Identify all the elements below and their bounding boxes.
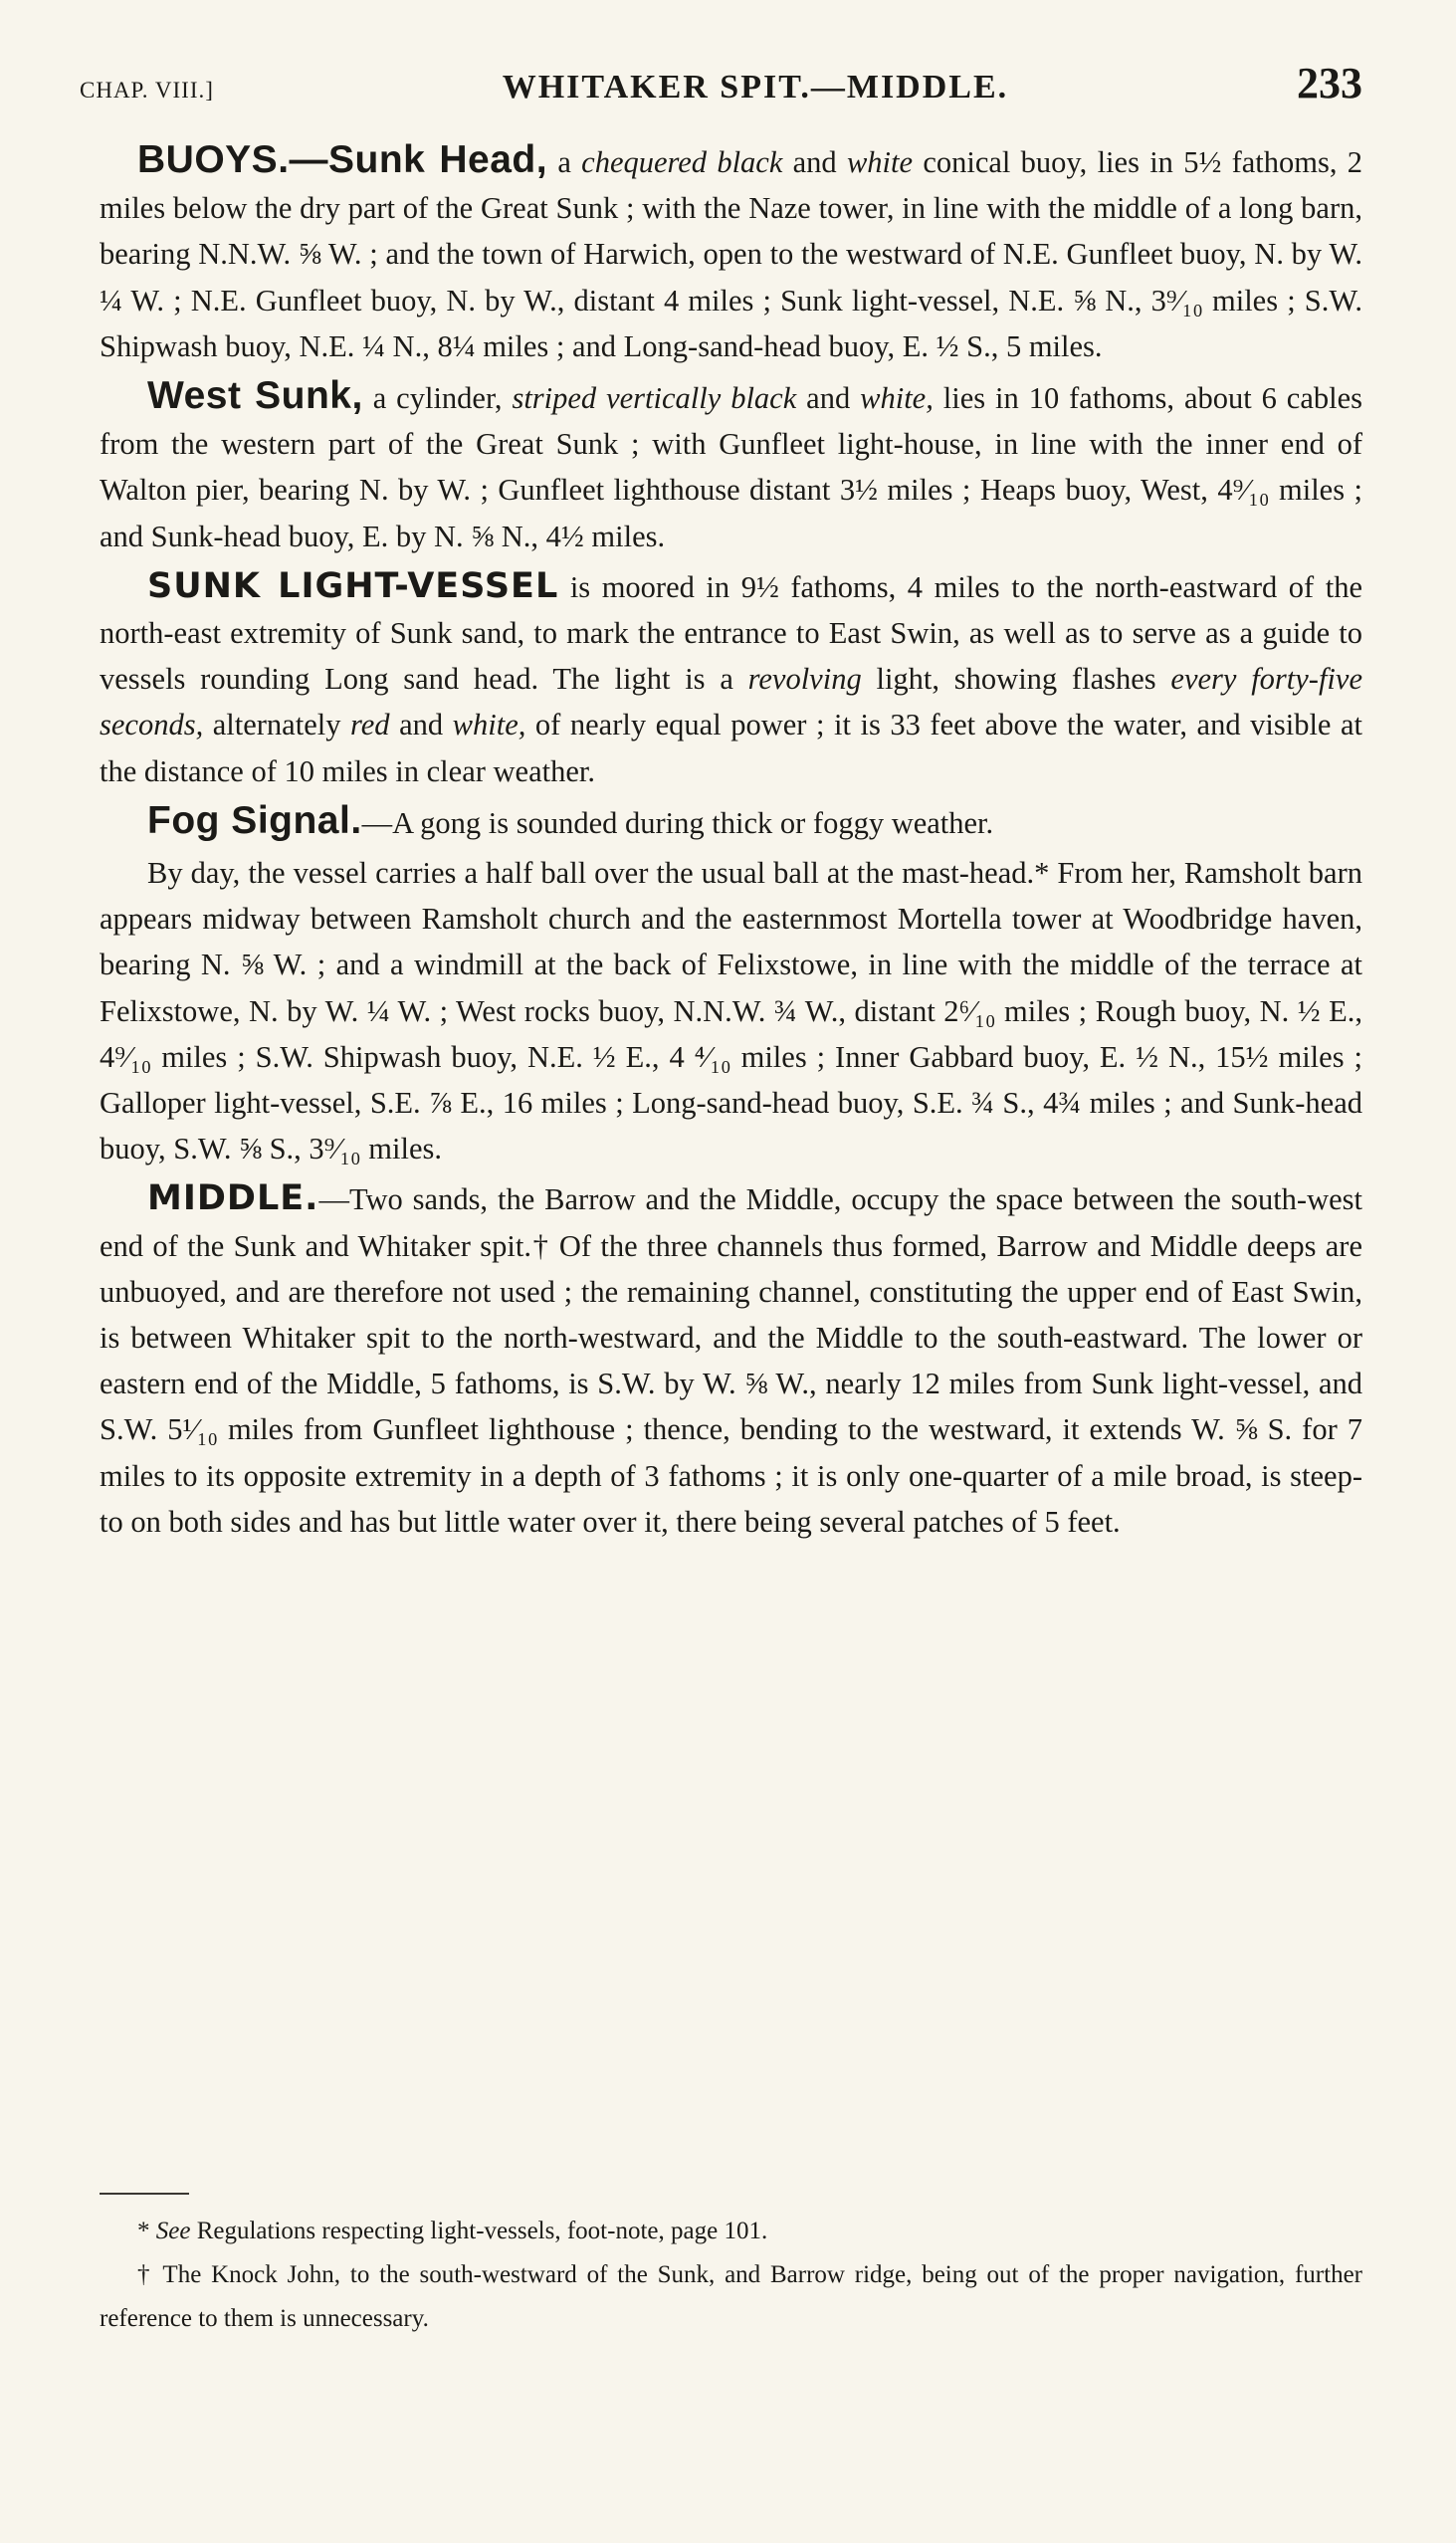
paragraph [100,1175,1362,1545]
text-span: a cylinder, [362,381,513,416]
paragraph [100,373,1362,559]
text-span: and [782,145,847,179]
text-span: —Two sands, the Barrow and the Middle, occupy the space between the south-west end of the Sunk and Whitaker spit.† Of the three channels thus formed, Barrow and Middle deeps are unbuoyed, and are therefore not used ; the remaining channel, constituting the upper end of East Swin, is between Whitaker spit to the north-westward, and the Middle to the south-eastward. The lower or eastern end of the Middle, 5 fathoms, is S.W. by W. ⅝ W., nearly 12 miles from Sunk light-vessel, and S.W. 5¹⁄₁₀ miles from Gunfleet lighthouse ; thence, bending to the westward, it extends W. ⅝ S. for 7 miles to its opposite extremity in a depth of 3 fathoms ; it is only one-quarter of a mile broad, is steep-to on both sides and has but little water over it, there being several patches of 5 feet. [100,1182,1362,1539]
section-heading: SUNK LIGHT-VESSEL [147,565,559,606]
text-span: is moored in 9½ fathoms, 4 miles to the north-eastward of the north-east extremity of Sunk sand, to mark the entrance to East Swin, as well as to serve as a guide to vessels rounding Long sand head. The light is a [100,569,1362,697]
text-span: of nearly equal power ; it is 33 feet above the water, and visible at the distance of 10 miles in clear weather. [100,708,1363,788]
text-span: —A gong is sounded during thick or foggy weather. [361,805,994,840]
text-span: lies in 10 fathoms, about 6 cables from the western part of the Great Sunk ; with Gunfleet light-house, in line with the inner end of Walton pier, bearing N. by W. ; Gunfleet lighthouse distant 3½ miles ; Heaps buoy, West, 4⁹⁄₁₀ miles ; and Sunk-head buoy, E. by N. ⅝ N., 4½ miles. [100,381,1363,553]
text-span: every forty-five seconds, [100,662,1362,742]
section-heading: BUOYS.—Sunk Head, [137,138,548,181]
text-span: conical buoy, lies in 5½ fathoms, 2 miles below the dry part of the Great Sunk ; with the Naze tower, in line with the middle of a long barn, bearing N.N.W. ⅝ W. ; and the town of Harwich, open to the westward of N.E. Gunfleet buoy, N. by W. ¼ W. ; N.E. Gunfleet buoy, N. by W., distant 4 miles ; Sunk light-vessel, N.E. ⅝ N., 3⁹⁄₁₀ miles ; S.W. Shipwash buoy, N.E. ¼ N., 8¼ miles ; and Long-sand-head buoy, E. ½ S., 5 miles. [100,145,1363,363]
chapter-label: CHAP. VIII.] [80,78,214,103]
text-span: chequered black [581,145,783,179]
text-span: striped vertically black [512,381,797,416]
text-span: white [846,145,914,179]
text-span: and [796,381,861,416]
main-text [100,137,1362,1549]
running-title: WHITAKER SPIT.—MIDDLE. [502,69,1009,106]
text-span: alternately [203,708,350,742]
text-span: a [547,145,582,179]
text-span: † The Knock John, to the south-westward of the Sunk, and Barrow ridge, being out of the proper navigation, further reference to them is unnecessary. [100,2261,1362,2332]
running-header [80,58,1362,117]
text-span: See [155,2218,191,2244]
section-heading: MIDDLE. [147,1178,319,1219]
text-span: and [389,708,453,742]
paragraph [100,137,1362,369]
section-heading: West Sunk, [147,374,363,418]
footnote [100,2210,1362,2253]
paragraph [100,850,1362,1171]
footnote [100,2253,1362,2341]
text-span: revolving [747,662,862,697]
text-span: white, [452,708,526,742]
text-span: * [137,2218,156,2244]
paragraph [100,563,1362,794]
text-span: light, showing flashes [861,662,1171,697]
footnotes [100,2210,1362,2341]
page-number: 233 [1297,59,1362,107]
text-span: Regulations respecting light-vessels, foot-note, page 101. [190,2218,768,2244]
section-heading: Fog Signal. [147,798,362,842]
paragraph [100,798,1362,846]
text-span: red [350,708,390,742]
text-span: By day, the vessel carries a half ball over the usual ball at the mast-head.* From her, Ramsholt barn appears midway between Ramsholt church and the easternmost Mortella tower at Woodbridge haven, bearing N. ⅝ W. ; and a windmill at the back of Felixstowe, in line with the middle of the terrace at Felixstowe, N. by W. ¼ W. ; West rocks buoy, N.N.W. ¾ W., distant 2⁶⁄₁₀ miles ; Rough buoy, N. ½ E., 4⁹⁄₁₀ miles ; S.W. Shipwash buoy, N.E. ½ E., 4 ⁴⁄₁₀ miles ; Inner Gabbard buoy, E. ½ N., 15½ miles ; Galloper light-vessel, S.E. ⅞ E., 16 miles ; Long-sand-head buoy, S.E. ¾ S., 4¾ miles ; and Sunk-head buoy, S.W. ⅝ S., 3⁹⁄₁₀ miles. [100,856,1362,1166]
footnote-rule [100,2193,189,2195]
text-span: white, [860,381,934,416]
